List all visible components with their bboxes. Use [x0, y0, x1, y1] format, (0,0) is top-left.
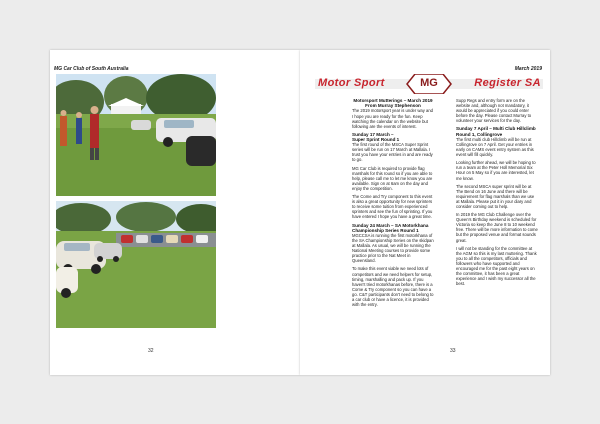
sprint-paragraph: The first round of the MSCA Super Sprint series will be run on 17 March at Mallala. I trust you have your entries in and are ready to go. — [352, 142, 433, 163]
article-column-2 — [456, 98, 538, 289]
sprint-paragraph: The Come and Try component to this event is also a great opportunity for new sprinters to receive some tuition from experienced sprinters and see the fun of sprinting. If you have entered I hope you have a great time. — [352, 194, 433, 220]
banner-title-left: Motor Sport — [318, 77, 385, 89]
page-number: 32 — [148, 348, 154, 354]
closing-paragraph: I will not be standing for the committee at the AGM so this is my last muttering. Thank you to all the competitors, officials and followers who have supported and encouraged me for the past eight years on the committee, it has been a great experience and I wish my successor all the best. — [456, 245, 537, 287]
hillclimb-heading: Sunday 7 April – Multi Club Hillclimb — [456, 126, 536, 132]
hillclimb-paragraph: In 2019 the MG Club Challenge over the Queen's Birthday weekend is scheduled for Victoria so keep the June 8 to 10 weekend free. There will be more information to come but the proposed venue and format sounds great. — [456, 212, 538, 243]
motor-sport-register-banner — [315, 74, 543, 94]
sprint-paragraph: MG Car Club is required to provide flag marshals for this round so if you are able to help, please call me to let me know you are available. Sign on at 6am on the day and enjoy the competition. — [352, 165, 433, 191]
hillclimb-paragraph: The first multi club Hillclimb will be run at Collingrove on 7 April. Get your entries in early on CAMS event entry system as this event will fill quickly. — [456, 136, 534, 158]
sprint-subheading: Super Sprint Round 1 — [352, 136, 400, 142]
car-show-photo-top — [56, 74, 216, 196]
motorkhana-paragraph: To make this event viable we need lots of competitors and we need helpers for setup, timing, marshalling and pack up. If you haven't tried motorkhanas before, there is a Come & Try component so you can have a go. C&T participants don't need to belong to a car club or have a licence, it is provided with the entry. — [352, 266, 434, 308]
article-title: Motorsport Mutterings – March 2019 — [353, 98, 433, 103]
car-show-photo-bottom — [56, 201, 216, 328]
intro-paragraph: The 2019 motorsport year is under way and I hope you are ready for the fun. Keep watching the calendar on the website but following are the events of interest. — [352, 108, 434, 129]
banner-title-right: Register SA — [474, 77, 541, 89]
motorkhana-heading: Sunday 24 March – SA Motorkhana — [352, 222, 429, 228]
motorkhana-paragraph: MGCCSA is running the first motorkhana of the SA Championship Series on the skidpan at Mallala. As usual, we will be running the National Meeting courses to provide some practice prior to the Nat Meet in Queensland. — [352, 232, 434, 264]
club-header: MG Car Club of South Australia — [54, 66, 129, 72]
right-page — [300, 50, 550, 375]
hillclimb-paragraph: The second MSCA super sprint will be at The Bend on 16 June and there will be requirement for flag marshals than we use at Mallala. Please put it in your diary and consider coming out to help. — [456, 183, 535, 209]
mg-logo-icon: MG — [420, 77, 438, 89]
article-byline: From Murray Stephenson — [365, 103, 421, 109]
page-number: 33 — [450, 348, 456, 354]
regs-paragraph: Supp Regs and entry form are on the website and, although not mandatory, it would be appreciated if you could enter before the day. Please contact Murray to volunteer your services for the day. — [456, 98, 532, 124]
sprint-heading: Sunday 17 March – — [352, 131, 394, 137]
motorkhana-subheading: Championship Series Round 1 — [352, 227, 419, 233]
left-page — [50, 50, 300, 375]
article-column-1 — [352, 98, 434, 310]
hillclimb-subheading: Round 1, Collingrove — [456, 131, 503, 137]
issue-date: March 2019 — [514, 66, 542, 72]
hillclimb-paragraph: Looking further ahead, we will be hoping to run a team at the Peter Holl Memorial Six Hour on 5 May so if you are interested, let me know. — [456, 160, 536, 181]
